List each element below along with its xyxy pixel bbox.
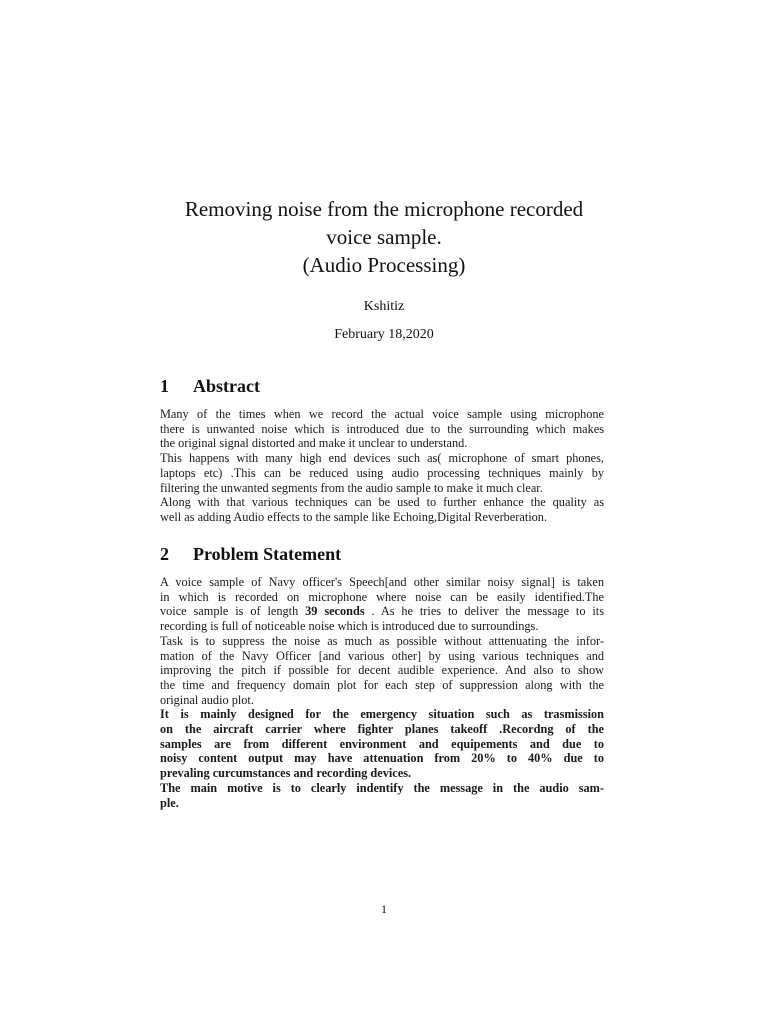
- section-heading-abstract: [160, 376, 260, 397]
- text-line: the original signal distorted and make it unclear to understand.: [160, 436, 468, 451]
- page-number: 1: [381, 902, 387, 916]
- bold-text-line: samples are from different environment and equipements and due to: [160, 736, 604, 751]
- title-line-1: Removing noise from the microphone recorded: [184, 197, 584, 221]
- text-line: laptops etc) .This can be reduced using audio processing techniques mainly by: [160, 465, 604, 480]
- text-line-with-duration: [160, 604, 604, 619]
- text-line: there is unwanted noise which is introduced due to the surrounding which makes: [160, 421, 604, 436]
- bold-text-line: noisy content output may have attenuation from 20% to 40% due to: [160, 751, 604, 766]
- text-line: Along with that various techniques can be used to further enhance the quality as: [160, 495, 604, 510]
- text-line: A voice sample of Navy officer's Speech[and other similar noisy signal] is taken: [160, 575, 604, 589]
- section-number: 1: [160, 376, 169, 396]
- paper-date: February 18,2020: [334, 327, 434, 342]
- bold-text-line: ple.: [160, 795, 179, 810]
- duration-emphasis: 39 seconds: [305, 604, 365, 619]
- paper-title: [0, 195, 768, 279]
- text-line: well as adding Audio effects to the sample like Echoing,Digital Reverberation.: [160, 509, 548, 524]
- text-line: original audio plot.: [160, 692, 254, 707]
- text-line: recording is full of noticeable noise which is introduced due to surroundings.: [160, 619, 539, 634]
- text-line: in which is recorded on microphone where noise can be easily identified.The: [160, 589, 604, 604]
- section-number: 2: [160, 544, 169, 564]
- text-line: Task is to suppress the noise as much as possible without atttenuating the infor-: [160, 633, 604, 648]
- title-line-3: (Audio Processing): [302, 253, 466, 277]
- section-heading-problem-statement: [160, 544, 341, 565]
- text-fragment: . As he tries to deliver the message to its: [364, 604, 605, 619]
- text-line: improving the pitch if possible for decent audible experience. And also to show: [160, 663, 604, 678]
- section-title: Problem Statement: [193, 544, 342, 564]
- bold-text-line: It is mainly designed for the emergency situation such as trasmission: [160, 707, 604, 722]
- text-line: the time and frequency domain plot for each step of suppression along with the: [160, 677, 604, 692]
- section-title: Abstract: [193, 376, 260, 396]
- text-line: Many of the times when we record the actual voice sample using microphone: [160, 407, 604, 421]
- bold-text-line: prevaling curcumstances and recording devices.: [160, 766, 412, 781]
- text-fragment: voice sample is of length: [160, 604, 306, 619]
- bold-text-line: on the aircraft carrier where fighter planes takeoff .Recordng of the: [160, 722, 604, 737]
- text-line: This happens with many high end devices such as( microphone of smart phones,: [160, 451, 604, 466]
- title-line-2: voice sample.: [326, 225, 442, 249]
- text-line: mation of the Navy Officer [and various other] by using various techniques and: [160, 648, 604, 663]
- author-name: Kshitiz: [363, 299, 405, 314]
- abstract-paragraph: [160, 407, 604, 525]
- problem-statement-paragraph: [160, 575, 604, 810]
- text-line: filtering the unwanted segments from the audio sample to make it much clear.: [160, 480, 543, 495]
- bold-text-line: The main motive is to clearly indentify the message in the audio sam-: [160, 780, 604, 795]
